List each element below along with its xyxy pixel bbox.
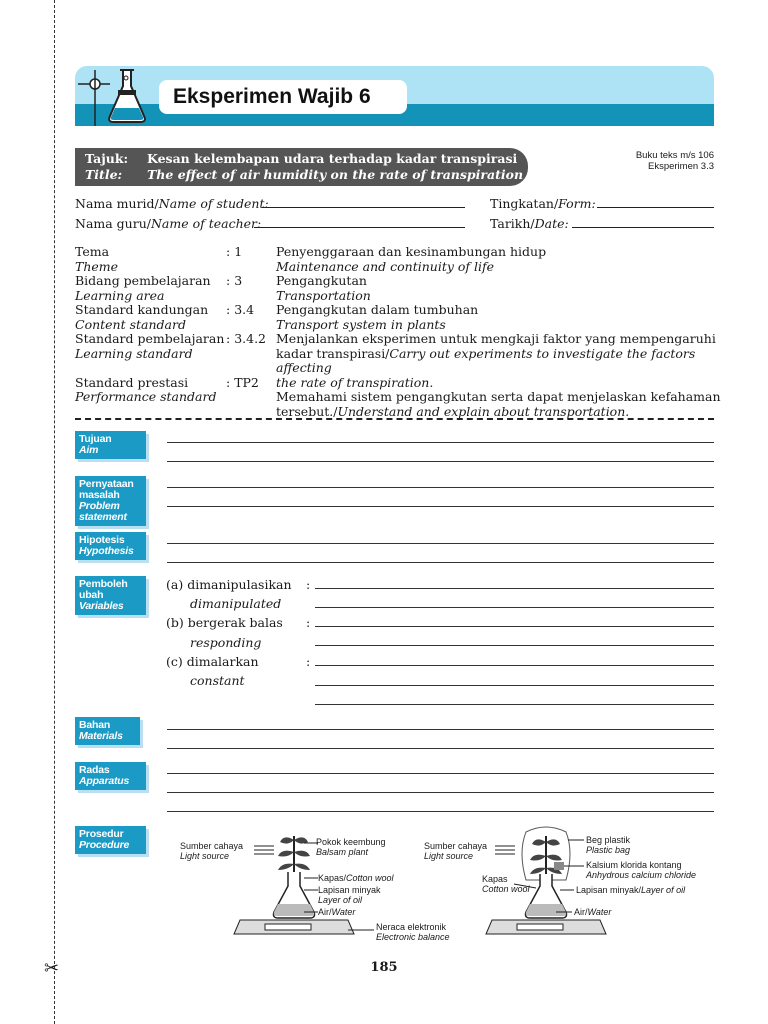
teacher-name-label: Nama guru/Name of teacher: bbox=[75, 216, 262, 231]
materials-line[interactable] bbox=[167, 748, 714, 749]
date-field[interactable] bbox=[572, 227, 714, 228]
manipulated-line[interactable] bbox=[315, 588, 714, 589]
hypothesis-label: Hipotesis Hypothesis bbox=[75, 532, 146, 560]
procedure-label: Prosedur Procedure bbox=[75, 826, 146, 854]
constant-line[interactable] bbox=[315, 665, 714, 666]
variable-b: (b) bergerak balas bbox=[166, 615, 283, 630]
section-divider bbox=[75, 418, 714, 420]
aim-line[interactable] bbox=[167, 442, 714, 443]
variables-label: Pemboleh ubah Variables bbox=[75, 576, 146, 615]
variable-b-en: responding bbox=[190, 635, 262, 650]
problem-line[interactable] bbox=[167, 506, 714, 507]
left-cotton-label: Kapas/Cotton wool bbox=[318, 873, 394, 883]
tajuk-text: Kesan kelembapan udara terhadap kadar transpirasi bbox=[147, 151, 518, 166]
right-light-label: Sumber cahaya Light source bbox=[424, 841, 488, 861]
page-title: Eksperimen Wajib 6 bbox=[159, 80, 407, 114]
cut-line bbox=[54, 0, 55, 1024]
left-light-label: Sumber cahaya Light source bbox=[180, 841, 244, 861]
manipulated-line[interactable] bbox=[315, 607, 714, 608]
hypothesis-line[interactable] bbox=[167, 562, 714, 563]
right-cacl-label: Kalsium klorida kontang Anhydrous calcium chloride bbox=[586, 860, 697, 880]
scissors-icon: ✂ bbox=[44, 958, 60, 979]
apparatus-line[interactable] bbox=[167, 773, 714, 774]
student-name-label: Nama murid/Name of student: bbox=[75, 196, 269, 211]
right-oil-label: Lapisan minyak/Layer of oil bbox=[576, 885, 686, 895]
aim-line[interactable] bbox=[167, 461, 714, 462]
variable-a-en: dimanipulated bbox=[190, 596, 282, 611]
right-cotton-label: Kapas Cotton wool bbox=[482, 874, 530, 894]
form-label: Tingkatan/Form: bbox=[490, 196, 596, 211]
aim-label: Tujuan Aim bbox=[75, 431, 146, 459]
student-name-field[interactable] bbox=[262, 207, 465, 208]
form-field[interactable] bbox=[597, 207, 714, 208]
topic-bar bbox=[75, 148, 528, 186]
left-water-label: Air/Water bbox=[318, 907, 356, 917]
info-values: Penyenggaraan dan kesinambungan hidup Maintenance and continuity of life Pengangkutan Transportation Pengangkutan dalam tumbuhan Transport system in plants Menjalankan eksperimen untuk mengkaji faktor yang mempengaruhi kadar transpirasi/Carry out experiments to investigate the factors affecting the rate of transpiration. Memahami sistem pengangkutan serta dapat menjelaskan kefahaman tersebut./Understand and explain about transportation. bbox=[276, 244, 721, 419]
apparatus-label: Radas Apparatus bbox=[75, 762, 146, 790]
right-water-label: Air/Water bbox=[574, 907, 612, 917]
flask-icon bbox=[78, 64, 158, 128]
materials-label: Bahan Materials bbox=[75, 717, 140, 745]
balance-label: Neraca elektronik Electronic balance bbox=[376, 922, 450, 942]
info-labels: Tema Theme Bidang pembelajaran Learning area Standard kandungan Content standard Standard pembelajaran Learning standard Standard prestasi Performance standard bbox=[75, 244, 225, 404]
materials-line[interactable] bbox=[167, 729, 714, 730]
left-plant-label: Pokok keembung Balsam plant bbox=[316, 837, 386, 857]
colon: : bbox=[306, 577, 311, 592]
variable-a: (a) dimanipulasikan bbox=[166, 577, 292, 592]
date-label: Tarikh/Date: bbox=[490, 216, 569, 231]
responding-line[interactable] bbox=[315, 626, 714, 627]
tajuk-label: Tajuk: bbox=[85, 151, 129, 166]
left-oil-label: Lapisan minyak Layer of oil bbox=[318, 885, 381, 905]
variable-c: (c) dimalarkan bbox=[166, 654, 259, 669]
teacher-name-field[interactable] bbox=[254, 227, 465, 228]
colon: : bbox=[306, 615, 311, 630]
ref-experiment: Eksperimen 3.3 bbox=[647, 161, 714, 172]
textbook-reference bbox=[636, 150, 714, 172]
right-bag-label: Beg plastik Plastic bag bbox=[586, 835, 631, 855]
constant-line[interactable] bbox=[315, 685, 714, 686]
info-numbers: : 1 : 3 : 3.4 : 3.4.2 : TP2 bbox=[226, 244, 266, 390]
variable-c-en: constant bbox=[190, 673, 245, 688]
problem-statement-label: Pernyataan masalah Problem statement bbox=[75, 476, 146, 526]
constant-line[interactable] bbox=[315, 704, 714, 705]
ref-page: Buku teks m/s 106 bbox=[635, 150, 714, 161]
problem-line[interactable] bbox=[167, 487, 714, 488]
apparatus-line[interactable] bbox=[167, 811, 714, 812]
title-label: Title: bbox=[85, 167, 123, 182]
title-text: The effect of air humidity on the rate of transpiration bbox=[147, 167, 524, 182]
page-number: 185 bbox=[370, 960, 398, 975]
hypothesis-line[interactable] bbox=[167, 543, 714, 544]
colon: : bbox=[306, 654, 311, 669]
apparatus-line[interactable] bbox=[167, 792, 714, 793]
responding-line[interactable] bbox=[315, 645, 714, 646]
